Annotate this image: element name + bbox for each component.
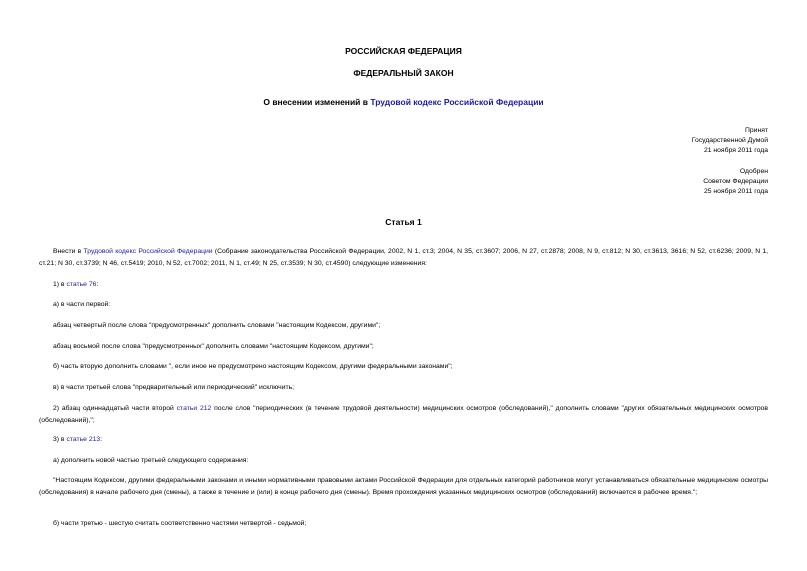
- article-213-link[interactable]: статье 213: [66, 436, 101, 443]
- item-1a: а) в части первой:: [53, 301, 111, 308]
- item-1-suffix: :: [96, 281, 99, 288]
- country-heading: РОССИЙСКАЯ ФЕДЕРАЦИЯ: [345, 46, 462, 56]
- intro-paragraph: [39, 246, 768, 269]
- item-1a-para8: абзац восьмой после слова "предусмотренных" дополнить словами "настоящим Кодексом, другими";: [53, 343, 374, 350]
- item-1: [39, 279, 768, 291]
- article-76-link[interactable]: статье 76: [66, 281, 97, 288]
- item-3b: б) части третью - шестую считать соответственно частями четвертой - седьмой;: [53, 520, 307, 527]
- item-1c: в) в части третьей слова "предварительный или периодический" исключить;: [53, 384, 295, 391]
- law-title: [0, 97, 807, 107]
- article-212-link[interactable]: статьи 212: [176, 405, 212, 412]
- approval-line-1: Одобрен: [739, 168, 768, 175]
- adoption-line-1: Принят: [744, 127, 768, 134]
- item-3-suffix: :: [100, 436, 103, 443]
- item-2-prefix: 2) абзац одиннадцатый части второй: [53, 405, 177, 412]
- item-1b: б) часть вторую дополнить словами ", если иное не предусмотрено настоящим Кодексом, другими федеральными законами";: [53, 363, 453, 370]
- item-3: [39, 434, 768, 446]
- adoption-line-3: 21 ноября 2011 года: [703, 147, 768, 154]
- labor-code-title-link[interactable]: Трудовой кодекс Российской Федерации: [370, 97, 544, 107]
- item-1a-para4: абзац четвертый после слова "предусмотренных" дополнить словами "настоящим Кодексом, другими";: [53, 322, 381, 329]
- law-type-heading: ФЕДЕРАЛЬНЫЙ ЗАКОН: [353, 68, 454, 78]
- intro-text: (Собрание законодательства Российской Федерации, 2002, N 1, ст.3; 2004, N 35, ст.3607; 2006, N 27, ст.2878; 2008, N 9, ст.812; N 30, ст.3613, 3616; N 52, ст.6236; 2009, N 1, ст.21; N 30, ст.3739; N 46, ст.5419; 2010, N 52, ст.7002; 2011, N 1, ст.49; N 25, ст.3539; N 30, ст.4590) следующие изменения:: [39, 248, 769, 267]
- approval-block: [703, 167, 768, 197]
- law-title-prefix: О внесении изменений в: [263, 97, 371, 107]
- item-3a-quote: "Настоящим Кодексом, другими федеральными законами и иными нормативными правовыми актами Российской Федерации для отдельных категорий работников могут устанавливаться обязательные медицинские осмотры (обследования) в начале рабочего дня (смены), а также в течение и (или) в конце рабочего дня (смены). Время прохождения указанных медицинских осмотров (обследований) включается в рабочее время.";: [39, 477, 768, 496]
- adoption-block: [692, 126, 768, 156]
- item-1-prefix: 1) в: [53, 281, 67, 288]
- item-3a: а) дополнить новой частью третьей следующего содержания:: [53, 457, 249, 464]
- approval-line-3: 25 ноября 2011 года: [703, 188, 768, 195]
- article-title: Статья 1: [385, 217, 422, 227]
- item-3-prefix: 3) в: [53, 436, 67, 443]
- item-2: [39, 403, 768, 426]
- item-2-text: после слов "периодических (в течение трудовой деятельности) медицинских осмотров (обследований)," дополнить словами "других обязательных медицинских осмотров (обследований),";: [39, 405, 769, 424]
- approval-line-2: Советом Федерации: [703, 178, 768, 185]
- labor-code-link[interactable]: Трудовой кодекс Российской Федерации: [83, 248, 213, 255]
- adoption-line-2: Государственной Думой: [691, 137, 768, 144]
- intro-prefix: Внести в: [53, 248, 84, 255]
